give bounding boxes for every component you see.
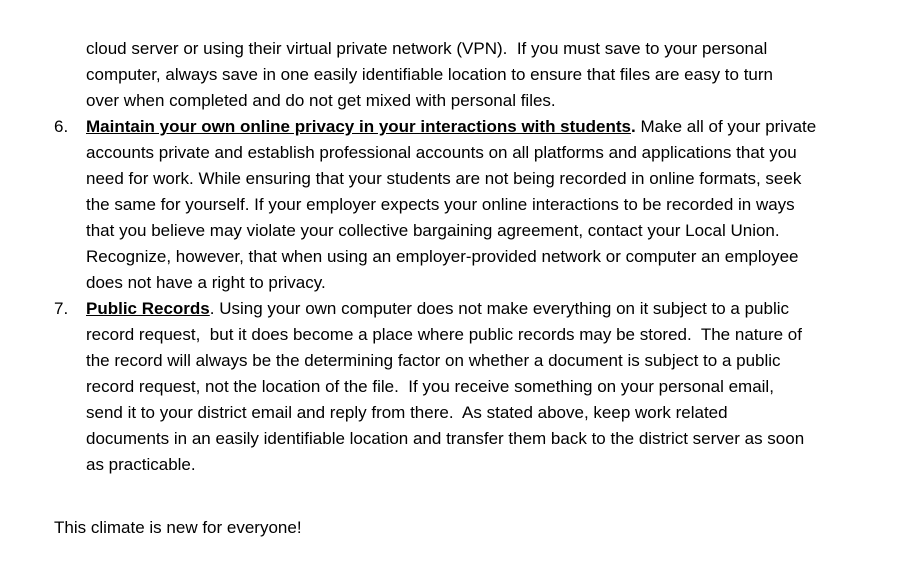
item6-line-2: accounts private and establish professional accounts on all platforms and applications that you (86, 143, 797, 162)
item6-line-4: the same for yourself. If your employer expects your online interactions to be recorded in ways (86, 195, 795, 214)
item6-heading: Maintain your own online privacy in your interactions with students (86, 117, 632, 136)
item7-first-line (86, 296, 789, 322)
item6-heading-punct: . (631, 117, 636, 136)
continuation-line-3: over when completed and do not get mixed with personal files. (86, 91, 556, 110)
item7-line-3: the record will always be the determining factor on whether a document is subject to a public (86, 351, 781, 370)
item7-first-line-rest: . Using your own computer does not make everything on it subject to a public (209, 299, 790, 318)
item6-line-7: does not have a right to privacy. (86, 273, 326, 292)
item7-line-5: send it to your district email and reply from there. As stated above, keep work related (86, 403, 728, 422)
continuation-line-1: cloud server or using their virtual private network (VPN). If you must save to your personal (86, 39, 768, 58)
item7-heading: Public Records (86, 299, 210, 318)
item6-first-line (86, 114, 816, 140)
continuation-line-2: computer, always save in one easily identifiable location to ensure that files are easy to turn (86, 65, 773, 84)
item6-line-3: need for work. While ensuring that your students are not being recorded in online formats, seek (86, 169, 802, 188)
item7-line-7: as practicable. (86, 455, 196, 474)
closing-statement: This climate is new for everyone! (54, 518, 302, 537)
item7-line-6: documents in an easily identifiable location and transfer them back to the district server as soon (86, 429, 805, 448)
list-number-6: 6. (54, 117, 69, 136)
item6-first-line-rest: Make all of your private (635, 117, 817, 136)
item7-line-2: record request, but it does become a place where public records may be stored. The nature of (86, 325, 802, 344)
item7-line-4: record request, not the location of the file. If you receive something on your personal email, (86, 377, 774, 396)
list-number-7: 7. (54, 299, 69, 318)
item6-line-5: that you believe may violate your collective bargaining agreement, contact your Local Union. (86, 221, 780, 240)
item6-line-6: Recognize, however, that when using an employer-provided network or computer an employee (86, 247, 799, 266)
